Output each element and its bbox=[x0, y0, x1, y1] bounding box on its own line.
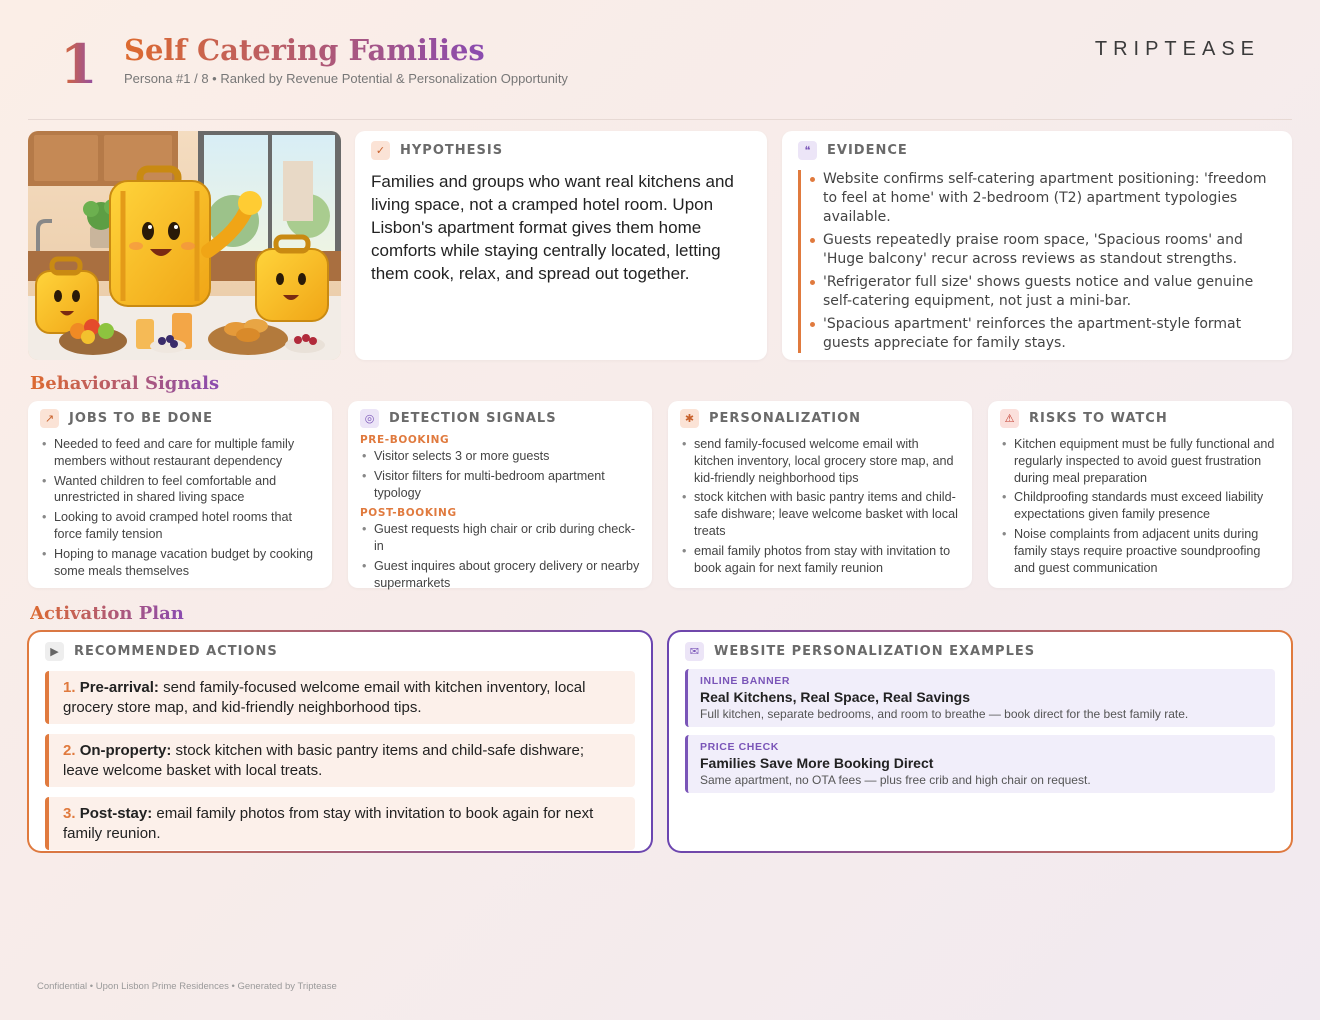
recommended-actions-card bbox=[27, 630, 653, 853]
example-body: Same apartment, no OTA fees — plus free crib and high chair on request. bbox=[700, 773, 1091, 787]
persona-number: 1 bbox=[60, 32, 98, 96]
list-item: • Looking to avoid cramped hotel rooms that force family tension bbox=[40, 509, 320, 543]
evidence-item: 'Refrigerator full size' shows guests notice and value genuine self-catering equipment, not just a mini-bar. bbox=[823, 273, 1276, 311]
action-item bbox=[45, 797, 635, 850]
hypothesis-text: Families and groups who want real kitchens and living space, not a cramped hotel room. Upon Lisbon's apartment format gives them home comforts while staying centrally located, letting them cook, relax, and spread out together. bbox=[371, 172, 734, 283]
list-item: • Visitor filters for multi-bedroom apartment typology bbox=[360, 468, 640, 502]
evidence-item: 'Spacious apartment' reinforces the apartment-style format guests appreciate for family stays. bbox=[823, 315, 1276, 353]
personalization-card bbox=[668, 401, 972, 588]
activation-plan-title: Activation Plan bbox=[30, 603, 184, 624]
hypothesis-label: HYPOTHESIS bbox=[400, 143, 504, 158]
list-item: • Wanted children to feel comfortable and unrestricted in shared living space bbox=[40, 473, 320, 507]
page-subtitle: Persona #1 / 8 • Ranked by Revenue Potential & Personalization Opportunity bbox=[124, 71, 568, 86]
website-examples-card bbox=[667, 630, 1293, 853]
sparkle-icon: ✱ bbox=[680, 409, 699, 428]
list-item: • email family photos from stay with invitation to book again for next family reunion bbox=[680, 543, 960, 577]
personalization-label: PERSONALIZATION bbox=[709, 411, 862, 426]
list-item: • Noise complaints from adjacent units during family stays require proactive soundproofing and guest communication bbox=[1000, 526, 1280, 576]
post-booking-label: POST-BOOKING bbox=[360, 507, 457, 520]
list-item: • Hoping to manage vacation budget by cooking some meals themselves bbox=[40, 546, 320, 580]
envelope-icon: ✉ bbox=[685, 642, 704, 661]
behavioral-signals-title: Behavioral Signals bbox=[30, 373, 220, 394]
examples-label: WEBSITE PERSONALIZATION EXAMPLES bbox=[714, 644, 1036, 659]
arrow-up-right-icon: ↗ bbox=[40, 409, 59, 428]
action-text: email family photos from stay with invitation to book again for next family reunion. bbox=[63, 805, 594, 842]
example-item bbox=[685, 735, 1275, 793]
evidence-card bbox=[782, 131, 1292, 360]
list-item: • stock kitchen with basic pantry items and child-safe dishware; leave welcome basket with local treats bbox=[680, 489, 960, 539]
actions-label: RECOMMENDED ACTIONS bbox=[74, 644, 278, 659]
list-item: • Guest requests high chair or crib during check-in bbox=[360, 521, 640, 555]
evidence-item: Website confirms self-catering apartment positioning: 'freedom to feel at home' with 2-bedroom (T2) apartment typologies available. bbox=[823, 170, 1276, 227]
list-item: • send family-focused welcome email with kitchen inventory, local grocery store map, and kid-friendly neighborhood tips bbox=[680, 436, 960, 486]
risks-card bbox=[988, 401, 1292, 588]
action-lead: On-property: bbox=[79, 742, 172, 759]
action-number: 2. bbox=[63, 742, 76, 759]
footer: Confidential • Upon Lisbon Prime Residences • Generated by Triptease bbox=[37, 981, 337, 992]
list-item: • Childproofing standards must exceed liability expectations given family presence bbox=[1000, 489, 1280, 523]
target-icon: ◎ bbox=[360, 409, 379, 428]
example-body: Full kitchen, separate bedrooms, and room to breathe — book direct for the best family rate. bbox=[700, 707, 1189, 721]
evidence-label: EVIDENCE bbox=[827, 143, 908, 158]
page-title: Self Catering Families bbox=[124, 33, 485, 67]
play-icon: ▶ bbox=[45, 642, 64, 661]
check-icon: ✓ bbox=[371, 141, 390, 160]
pre-booking-label: PRE-BOOKING bbox=[360, 434, 450, 446]
list-item: • Guest inquires about grocery delivery or nearby supermarkets bbox=[360, 558, 640, 592]
header bbox=[28, 28, 1292, 120]
action-item bbox=[45, 734, 635, 787]
action-number: 3. bbox=[63, 805, 76, 822]
example-headline: Real Kitchens, Real Space, Real Savings bbox=[700, 689, 971, 705]
action-lead: Pre-arrival: bbox=[79, 679, 159, 696]
risks-label: RISKS TO WATCH bbox=[1029, 411, 1168, 426]
example-headline: Families Save More Booking Direct bbox=[700, 755, 934, 771]
action-number: 1. bbox=[63, 679, 76, 696]
jobs-label: JOBS TO BE DONE bbox=[69, 411, 214, 426]
action-text: send family-focused welcome email with kitchen inventory, local grocery store map, and kid-friendly neighborhood tips. bbox=[63, 679, 586, 716]
evidence-item: Guests repeatedly praise room space, 'Spacious rooms' and 'Huge balcony' recur across reviews as standout strengths. bbox=[823, 231, 1276, 269]
persona-illustration bbox=[28, 131, 341, 360]
example-tag: INLINE BANNER bbox=[700, 675, 791, 687]
list-item: • Visitor selects 3 or more guests bbox=[360, 448, 640, 465]
action-text: stock kitchen with basic pantry items and child-safe dishware; leave welcome basket with local treats. bbox=[63, 742, 585, 779]
detection-card bbox=[348, 401, 652, 588]
list-item: • Kitchen equipment must be fully functional and regularly inspected to avoid guest frustration during meal preparation bbox=[1000, 436, 1280, 486]
detection-label: DETECTION SIGNALS bbox=[389, 411, 557, 426]
suitcase-family-illustration bbox=[28, 131, 341, 360]
example-item bbox=[685, 669, 1275, 727]
jobs-card bbox=[28, 401, 332, 588]
evidence-list bbox=[798, 170, 1276, 353]
warning-icon: ⚠ bbox=[1000, 409, 1019, 428]
hypothesis-card bbox=[355, 131, 767, 360]
quote-icon: ❝ bbox=[798, 141, 817, 160]
action-item bbox=[45, 671, 635, 724]
list-item: • Needed to feed and care for multiple family members without restaurant dependency bbox=[40, 436, 320, 470]
example-tag: PRICE CHECK bbox=[700, 741, 779, 753]
brand-logo: TRIPTEASE bbox=[1094, 38, 1260, 60]
action-lead: Post-stay: bbox=[79, 805, 153, 822]
